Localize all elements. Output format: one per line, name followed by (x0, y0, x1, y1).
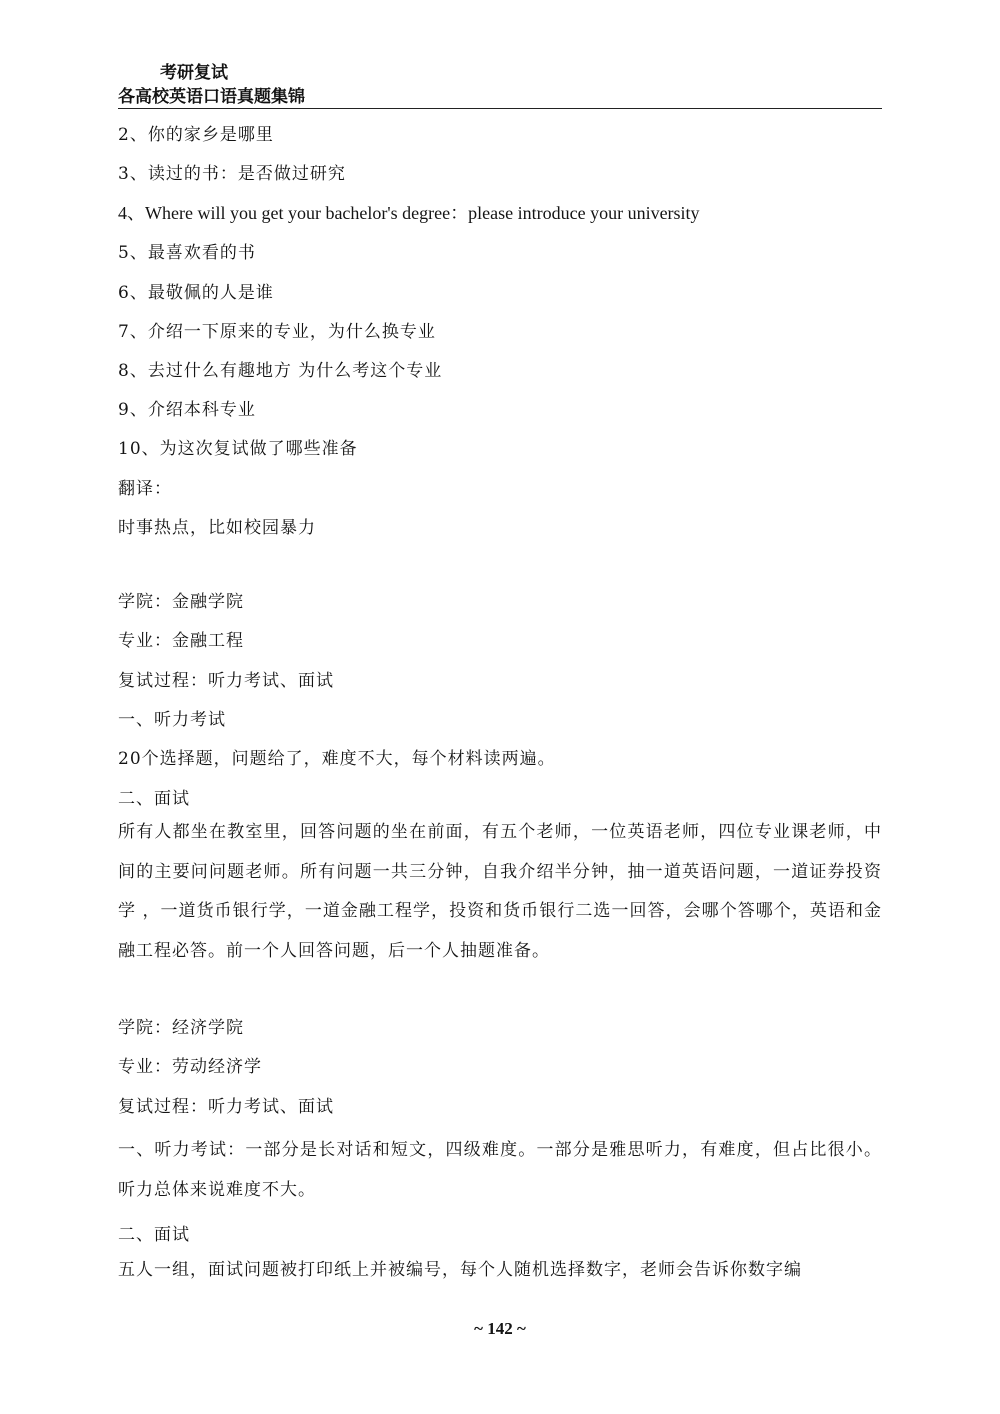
translation-label: 翻译： (118, 479, 172, 499)
finance-major: 专业：金融工程 (118, 631, 244, 651)
header-title-top: 考研复试 (160, 63, 228, 83)
economics-listening-text: 一、听力考试：一部分是长对话和短文，四级难度。一部分是雅思听力，有难度，但占比很小。听力总体来说难度不大。 (118, 1140, 882, 1200)
finance-process: 复试过程：听力考试、面试 (118, 671, 334, 691)
page-number: ~ 142 ~ (474, 1319, 526, 1338)
economics-interview-heading: 二、面试 (118, 1225, 190, 1245)
question-item: 7、介绍一下原来的专业，为什么换专业 (118, 322, 436, 342)
header-title-bottom: 各高校英语口语真题集锦 (118, 87, 305, 107)
question-item: 6、最敬佩的人是谁 (118, 283, 274, 303)
finance-school: 学院：金融学院 (118, 592, 244, 612)
economics-school: 学院：经济学院 (118, 1018, 244, 1038)
finance-listening-text: 20个选择题，问题给了，难度不大，每个材料读两遍。 (118, 749, 556, 769)
question-item: 9、介绍本科专业 (118, 400, 256, 420)
question-item: 8、去过什么有趣地方 为什么考这个专业 (118, 361, 443, 381)
economics-process: 复试过程：听力考试、面试 (118, 1097, 334, 1117)
question-item: 2、你的家乡是哪里 (118, 125, 274, 145)
header-divider (118, 108, 882, 109)
question-item: 4、Where will you get your bachelor's degree：please introduce your university (118, 203, 700, 223)
finance-listening-heading: 一、听力考试 (118, 710, 226, 730)
question-item: 5、最喜欢看的书 (118, 243, 256, 263)
question-item: 10、为这次复试做了哪些准备 (118, 439, 358, 459)
finance-interview-heading: 二、面试 (118, 789, 190, 809)
question-item: 3、读过的书：是否做过研究 (118, 164, 346, 184)
finance-interview-text: 所有人都坐在教室里，回答问题的坐在前面，有五个老师，一位英语老师，四位专业课老师，中间的主要问问题老师。所有问题一共三分钟，自我介绍半分钟，抽一道英语问题，一道证券投资学 ，一道货币银行学，一道金融工程学，投资和货币银行二选一回答，会哪个答哪个，英语和金融工程必答。前一个人回答问题，后一个人抽题准备。 (118, 822, 882, 961)
economics-major: 专业：劳动经济学 (118, 1057, 262, 1077)
translation-content: 时事热点，比如校园暴力 (118, 518, 316, 538)
economics-interview-text: 五人一组，面试问题被打印纸上并被编号，每个人随机选择数字，老师会告诉你数字编 (118, 1260, 802, 1280)
